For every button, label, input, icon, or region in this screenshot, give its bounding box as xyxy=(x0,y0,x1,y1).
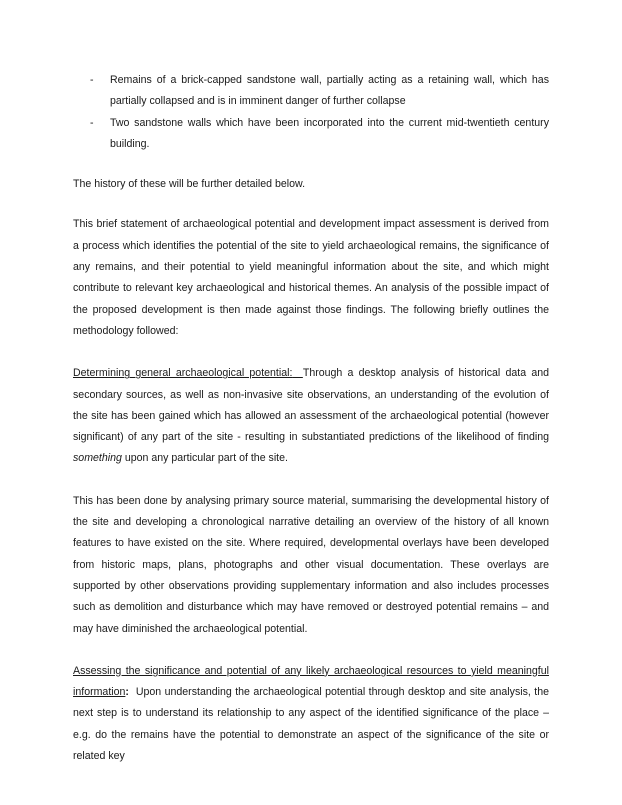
statement-paragraph: This brief statement of archaeological potential and development impact assessment is derived from a process which identifies the potential of the site to yield archaeological remains, the significance of any remains, and their potential to yield meaningful information about the site, and which might contribute to relevant key archaeological and historical themes. An analysis of the possible impact of the proposed development is then made against those findings. The following briefly outlines the methodology followed: xyxy=(73,218,549,337)
general-potential-text: Through a desktop analysis of historical data and secondary sources, as well as non-invasive site observations, an understanding of the evolution of the site has been gained which has allowed an assessment of the archaeological potential (however significant) of any part of the site - resulting in substantiated predictions of the likelihood of finding xyxy=(73,367,549,444)
significance-colon: : xyxy=(125,686,129,699)
list-item-text: Two sandstone walls which have been incorporated into the current mid-twentieth century building. xyxy=(110,116,549,150)
analysis-paragraph: This has been done by analysing primary source material, summarising the developmental history of the site and developing a chronological narrative detailing an overview of the history of all known features to have existed on the site. Where required, developmental overlays have been developed from historic maps, plans, photographs and other visual documentation. These overlays are supported by other observations providing supplementary information and also includes processes such as demolition and disturbance which may have removed or destroyed potential remains – and may have diminished the archaeological potential. xyxy=(73,494,549,635)
list-item-text: Remains of a brick-capped sandstone wall, partially acting as a retaining wall, which has partially collapsed and is in imminent danger of further collapse xyxy=(110,74,549,108)
significance-text: Upon understanding the archaeological potential through desktop and site analysis, the next step is to understand its relationship to any aspect of the identified significance of the place – e.g. do the remains have the potential to demonstrate an aspect of the significance of the site or related key xyxy=(73,686,550,763)
history-paragraph: The history of these will be further detailed below. xyxy=(73,178,306,191)
bullet-dash: - xyxy=(90,74,94,86)
bullet-dash: - xyxy=(90,116,94,129)
list-item xyxy=(73,113,549,156)
significance-heading: Assessing the significance and potential of any likely archaeological resources to yield meaningful information xyxy=(73,664,549,699)
general-potential-text-end: upon any particular part of the site. xyxy=(121,452,288,465)
document-page xyxy=(73,70,549,767)
general-potential-paragraph xyxy=(73,363,549,469)
significance-paragraph xyxy=(73,661,549,767)
general-potential-heading: Determining general archaeological potential: xyxy=(73,367,293,380)
emphasis-text: something xyxy=(73,452,122,465)
list-item xyxy=(73,70,549,113)
wall-remains-list xyxy=(73,70,549,155)
